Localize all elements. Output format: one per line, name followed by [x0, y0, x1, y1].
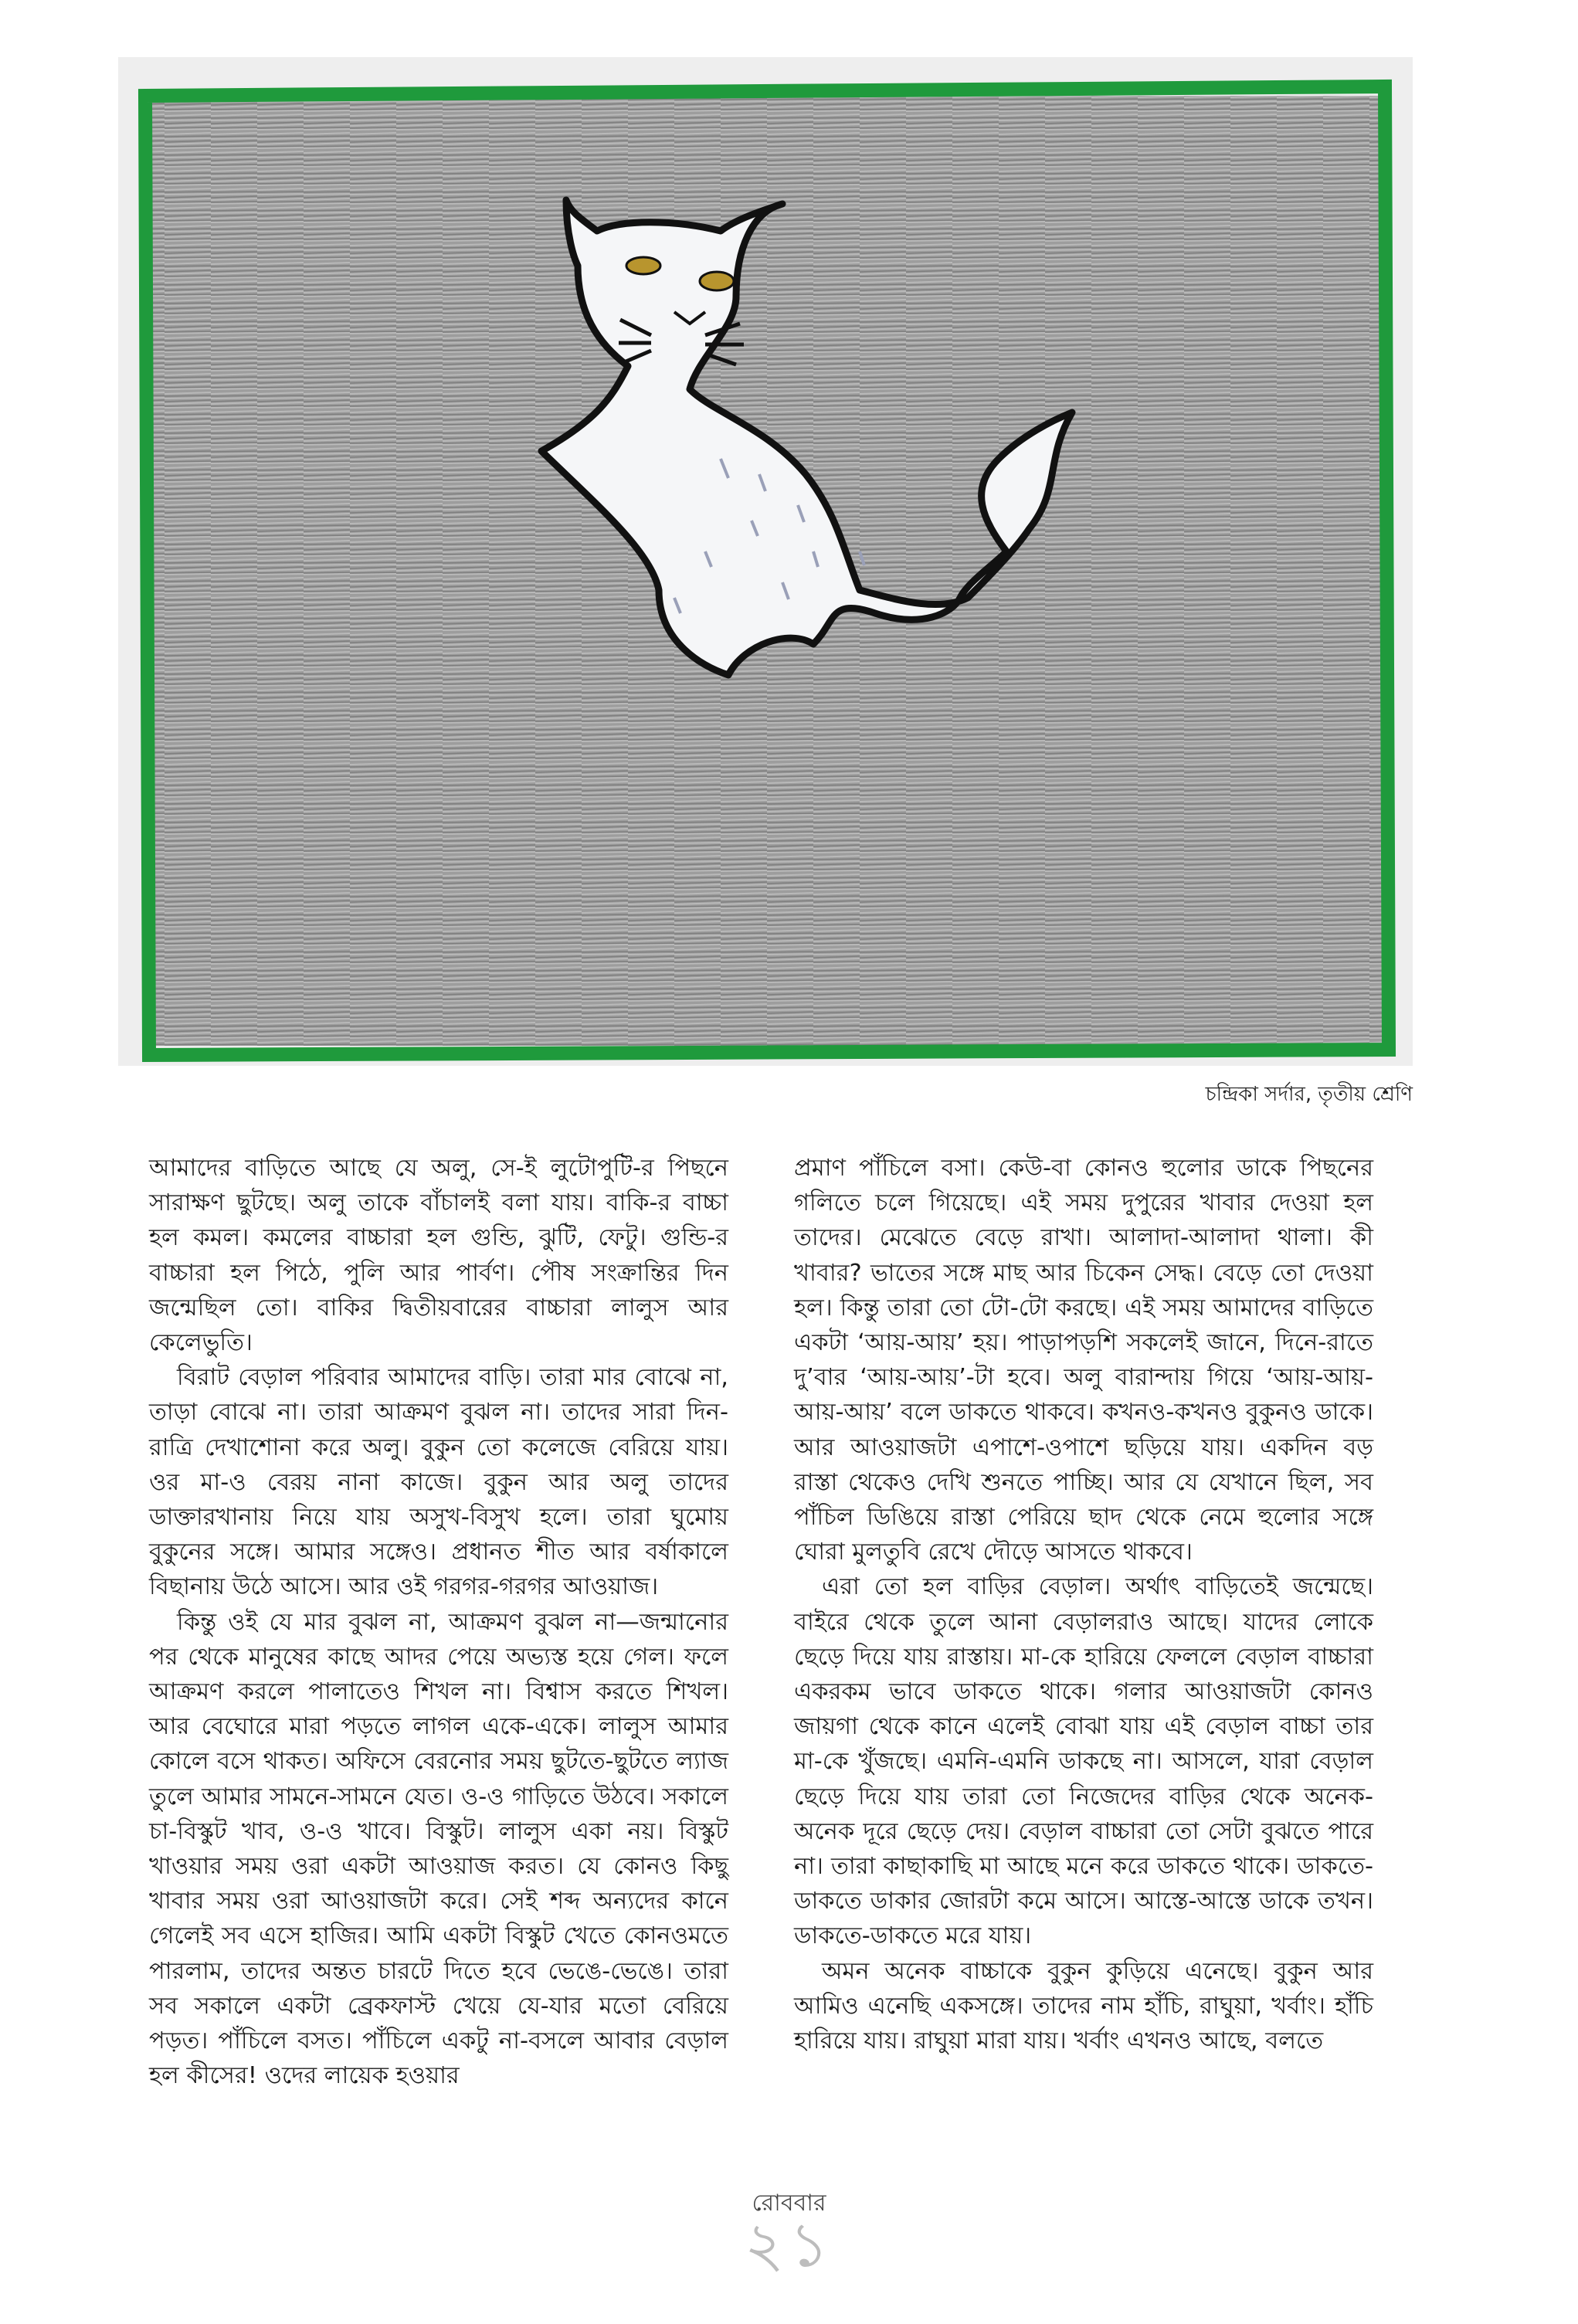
paragraph: বিরাট বেড়াল পরিবার আমাদের বাড়ি। তারা মার বোঝে না, তাড়া বোঝে না। তারা আক্রমণ বুঝল না। তাদের সারা দিন-রাত্রি দেখাশোনা করে অলু। বুকুন তো কলেজে বেরিয়ে যায়। ওর মা-ও বেরয় নানা কাজে। বুকুন আর অলু তাদের ডাক্তারখানায় নিয়ে যায় অসুখ-বিসুখ হলে। তারা ঘুমোয় বুকুনের সঙ্গে। আমার সঙ্গেও। প্রধানত শীত আর বর্ষাকালে বিছানায় উঠে আসে। আর ওই গরগর-গরগর আওয়াজ।	[149, 1364, 728, 1601]
article-column-right	[794, 1151, 1373, 2058]
paragraph: আমাদের বাড়িতে আছে যে অলু, সে-ই লুটোপুটি-র পিছনে সারাক্ষণ ছুটছে। অলু তাকে বাঁচালই বলা যায়। বাকি-র বাচ্চা হল কমল। কমলের বাচ্চারা হল গুন্ডি, ঝুটি, ফেটু। গুন্ডি-র বাচ্চারা হল পিঠে, পুলি আর পার্বণ। পৌষ সংক্রান্তির দিন জন্মেছিল তো। বাকির দ্বিতীয়বারের বাচ্চারা লালুস আর কেলেভুতি।	[149, 1155, 728, 1357]
paragraph: অমন অনেক বাচ্চাকে বুকুন কুড়িয়ে এনেছে। বুকুন আর আমিও এনেছি একসঙ্গে। তাদের নাম হাঁচি, রাঘুয়া, খর্বাং। হাঁচি হারিয়ে যায়। রাঘুয়া মারা যায়। খর্বাং এখনও আছে, বলতে	[794, 1957, 1373, 2055]
paragraph: কিন্তু ওই যে মার বুঝল না, আক্রমণ বুঝল না—জন্মানোর পর থেকে মানুষের কাছে আদর পেয়ে অভ্যস্ত হয়ে গেল। ফলে আক্রমণ করলে পালাতেও শিখল না। বিশ্বাস করতে শিখল। আর বেঘোরে মারা পড়তে লাগল একে-একে। লালুস আমার কোলে বসে থাকত। অফিসে বেরনোর সময় ছুটতে-ছুটতে ল্যাজ তুলে আমার সামনে-সামনে যেত। ও-ও গাড়িতে উঠবে। সকালে চা-বিস্কুট খাব, ও-ও খাবে। বিস্কুট। লালুস একা নয়। বিস্কুট খাওয়ার সময় ওরা একটা আওয়াজ করত। যে কোনও কিছু খাবার সময় ওরা আওয়াজটা করে। সেই শব্দ অন্যদের কানে গেলেই সব এসে হাজির। আমি একটা বিস্কুট খেতে কোনওমতে পারলাম, তাদের অন্তত চারটে দিতে হবে ভেঙে-ভেঙে। তারা সব সকালে একটা ব্রেকফাস্ট খেয়ে যে-যার মতো বেরিয়ে পড়ত। পাঁচিলে বসত। পাঁচিলে একটু না-বসলে আবার বেড়াল হল কীসের! ওদের লায়েক হওয়ার	[149, 1608, 728, 2090]
illustration-caption: চন্দ্রিকা সর্দার, তৃতীয় শ্রেণি	[1205, 1083, 1413, 1106]
paragraph: প্রমাণ পাঁচিলে বসা। কেউ-বা কোনও হুলোর ডাকে পিছনের গলিতে চলে গিয়েছে। এই সময় দুপুরের খাবার দেওয়া হল তাদের। মেঝেতে বেড়ে রাখা। আলাদা-আলাদা থালা। কী খাবার? ভাতের সঙ্গে মাছ আর চিকেন সেদ্ধ। বেড়ে তো দেওয়া হল। কিন্তু তারা তো টো-টো করছে। এই সময় আমাদের বাড়িতে একটা ‘আয়-আয়’ হয়। পাড়াপড়শি সকলেই জানে, দিনে-রাতে দু’বার ‘আয়-আয়’-টা হবে। অলু বারান্দায় গিয়ে ‘আয়-আয়-আয়-আয়’ বলে ডাকতে থাকবে। কখনও-কখনও বুকুনও ডাকে। আর আওয়াজটা এপাশে-ওপাশে ছড়িয়ে যায়। একদিন বড় রাস্তা থেকেও দেখি শুনতে পাচ্ছি। আর যে যেখানে ছিল, সব পাঁচিল ডিঙিয়ে রাস্তা পেরিয়ে ছাদ থেকে নেমে হুলোর সঙ্গে ঘোরা মুলতুবি রেখে দৌড়ে আসতে থাকবে।	[794, 1155, 1373, 1566]
paragraph: এরা তো হল বাড়ির বেড়াল। অর্থাৎ বাড়িতেই জন্মেছে। বাইরে থেকে তুলে আনা বেড়ালরাও আছে। যাদের লোকে ছেড়ে দিয়ে যায় রাস্তায়। মা-কে হারিয়ে ফেললে বেড়াল বাচ্চারা একরকম ভাবে ডাকতে থাকে। গলার আওয়াজটা কোনও জায়গা থেকে কানে এলেই বোঝা যায় এই বেড়াল বাচ্চা তার মা-কে খুঁজছে। এমনি-এমনি ডাকছে না। আসলে, যারা বেড়াল ছেড়ে দিয়ে যায় তারা তো নিজেদের বাড়ির থেকে অনেক-অনেক দূরে ছেড়ে দেয়। বেড়াল বাচ্চারা তো সেটা বুঝতে পারে না। তারা কাছাকাছি মা আছে মনে করে ডাকতে থাকে। ডাকতে-ডাকতে ডাকার জোরটা কমে আসে। আস্তে-আস্তে ডাকে তখন। ডাকতে-ডাকতে মরে যায়।	[794, 1573, 1373, 1950]
cat-drawing-svg	[118, 57, 1413, 1066]
page-number: ২১	[744, 2209, 834, 2281]
magazine-name: রোববার	[752, 2190, 826, 2217]
article-column-left	[149, 1151, 728, 2093]
cat-drawing	[118, 57, 1413, 1066]
